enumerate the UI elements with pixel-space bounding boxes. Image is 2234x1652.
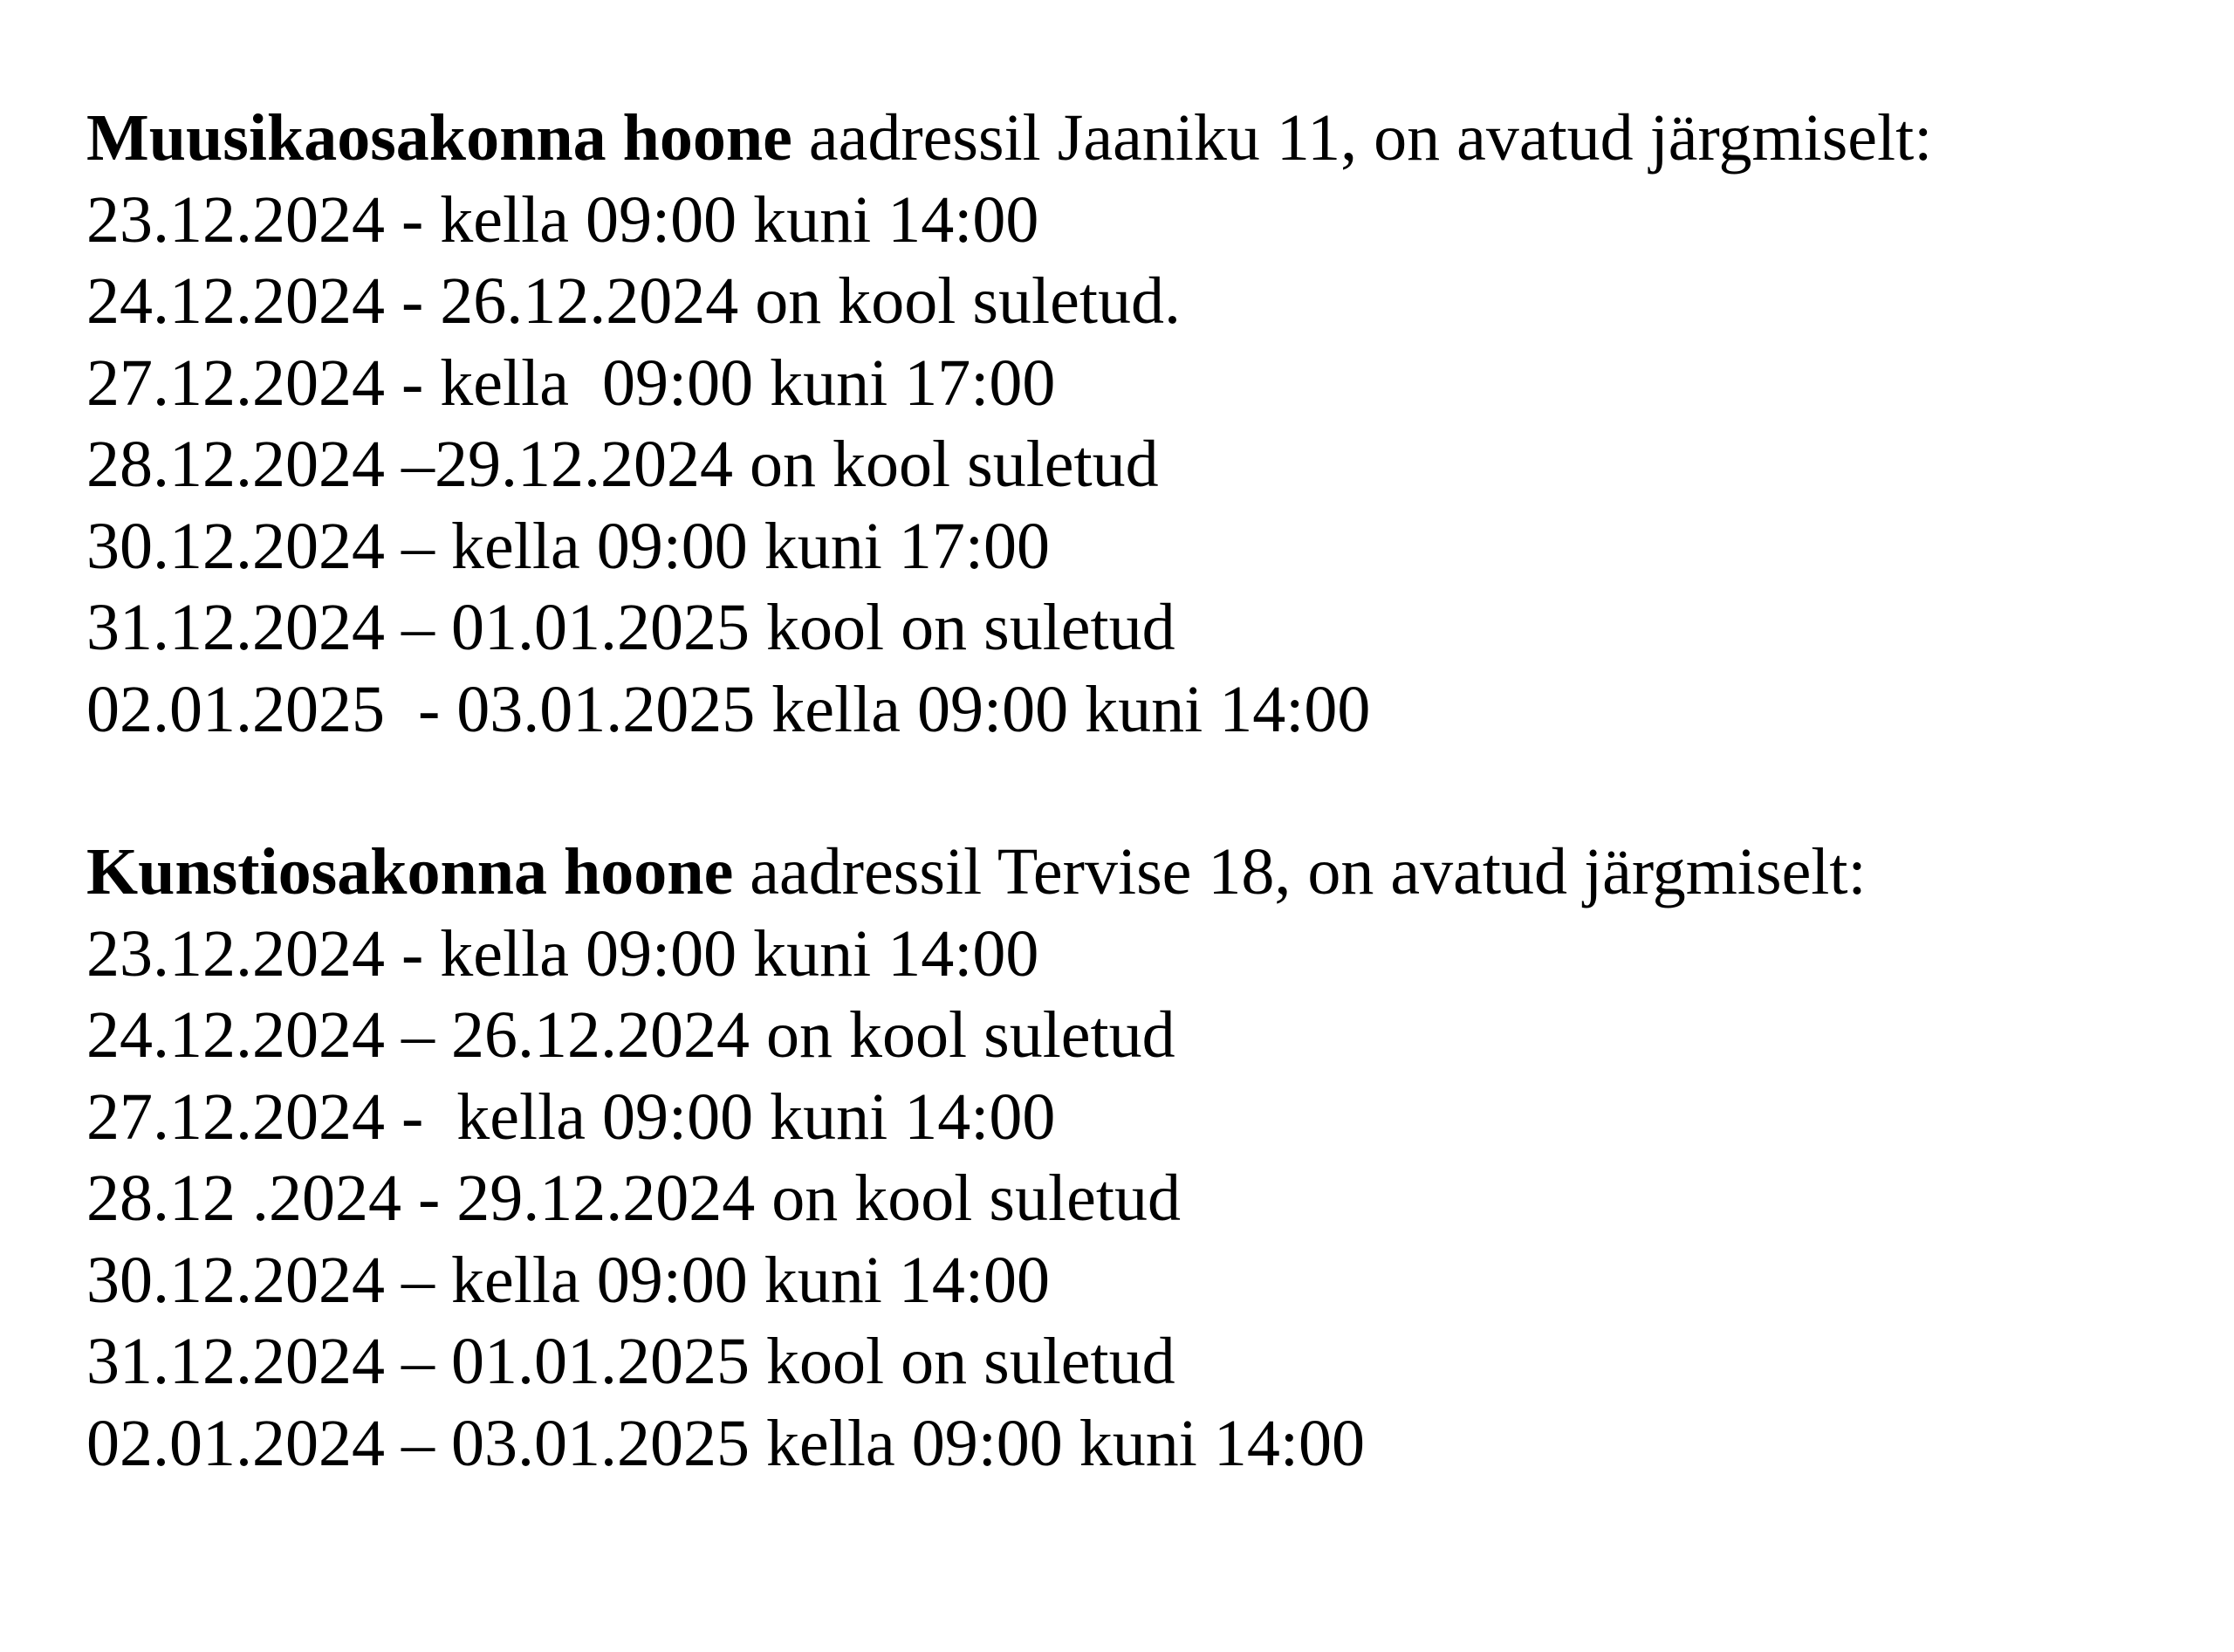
schedule-line: 27.12.2024 - kella 09:00 kuni 17:00 [86, 346, 1056, 420]
schedule-line: 23.12.2024 - kella 09:00 kuni 14:00 [86, 182, 1039, 257]
art-building-name: Kunstiosakonna hoone [86, 835, 734, 908]
schedule-line: 24.12.2024 - 26.12.2024 on kool suletud. [86, 264, 1181, 338]
schedule-line: 28.12 .2024 - 29.12.2024 on kool suletud [86, 1162, 1181, 1235]
schedule-line: 30.12.2024 – kella 09:00 kuni 14:00 [86, 1243, 1051, 1317]
schedule-line: 02.01.2025 - 03.01.2025 kella 09:00 kuni 14:00 [86, 672, 1371, 746]
music-building-address: aadressil Jaaniku 11, on avatud järgmiselt: [791, 101, 1933, 175]
schedule-line: 27.12.2024 - kella 09:00 kuni 14:00 [86, 1080, 1056, 1154]
art-building-section [86, 832, 1867, 1484]
schedule-line: 28.12.2024 –29.12.2024 on kool suletud [86, 428, 1159, 501]
schedule-line: 23.12.2024 - kella 09:00 kuni 14:00 [86, 916, 1039, 991]
art-building-address: aadressil Tervise 18, on avatud järgmiselt: [733, 835, 1867, 908]
music-building-section [86, 98, 1932, 751]
music-building-heading [86, 98, 1932, 180]
schedule-line: 31.12.2024 – 01.01.2025 kool on suletud [86, 1325, 1175, 1398]
schedule-line: 31.12.2024 – 01.01.2025 kool on suletud [86, 591, 1175, 664]
art-building-heading [86, 832, 1867, 914]
schedule-line: 02.01.2024 – 03.01.2025 kella 09:00 kuni 14:00 [86, 1406, 1366, 1480]
schedule-line: 30.12.2024 – kella 09:00 kuni 17:00 [86, 509, 1051, 583]
schedule-line: 24.12.2024 – 26.12.2024 on kool suletud [86, 998, 1175, 1072]
music-building-name: Muusikaosakonna hoone [86, 101, 792, 175]
